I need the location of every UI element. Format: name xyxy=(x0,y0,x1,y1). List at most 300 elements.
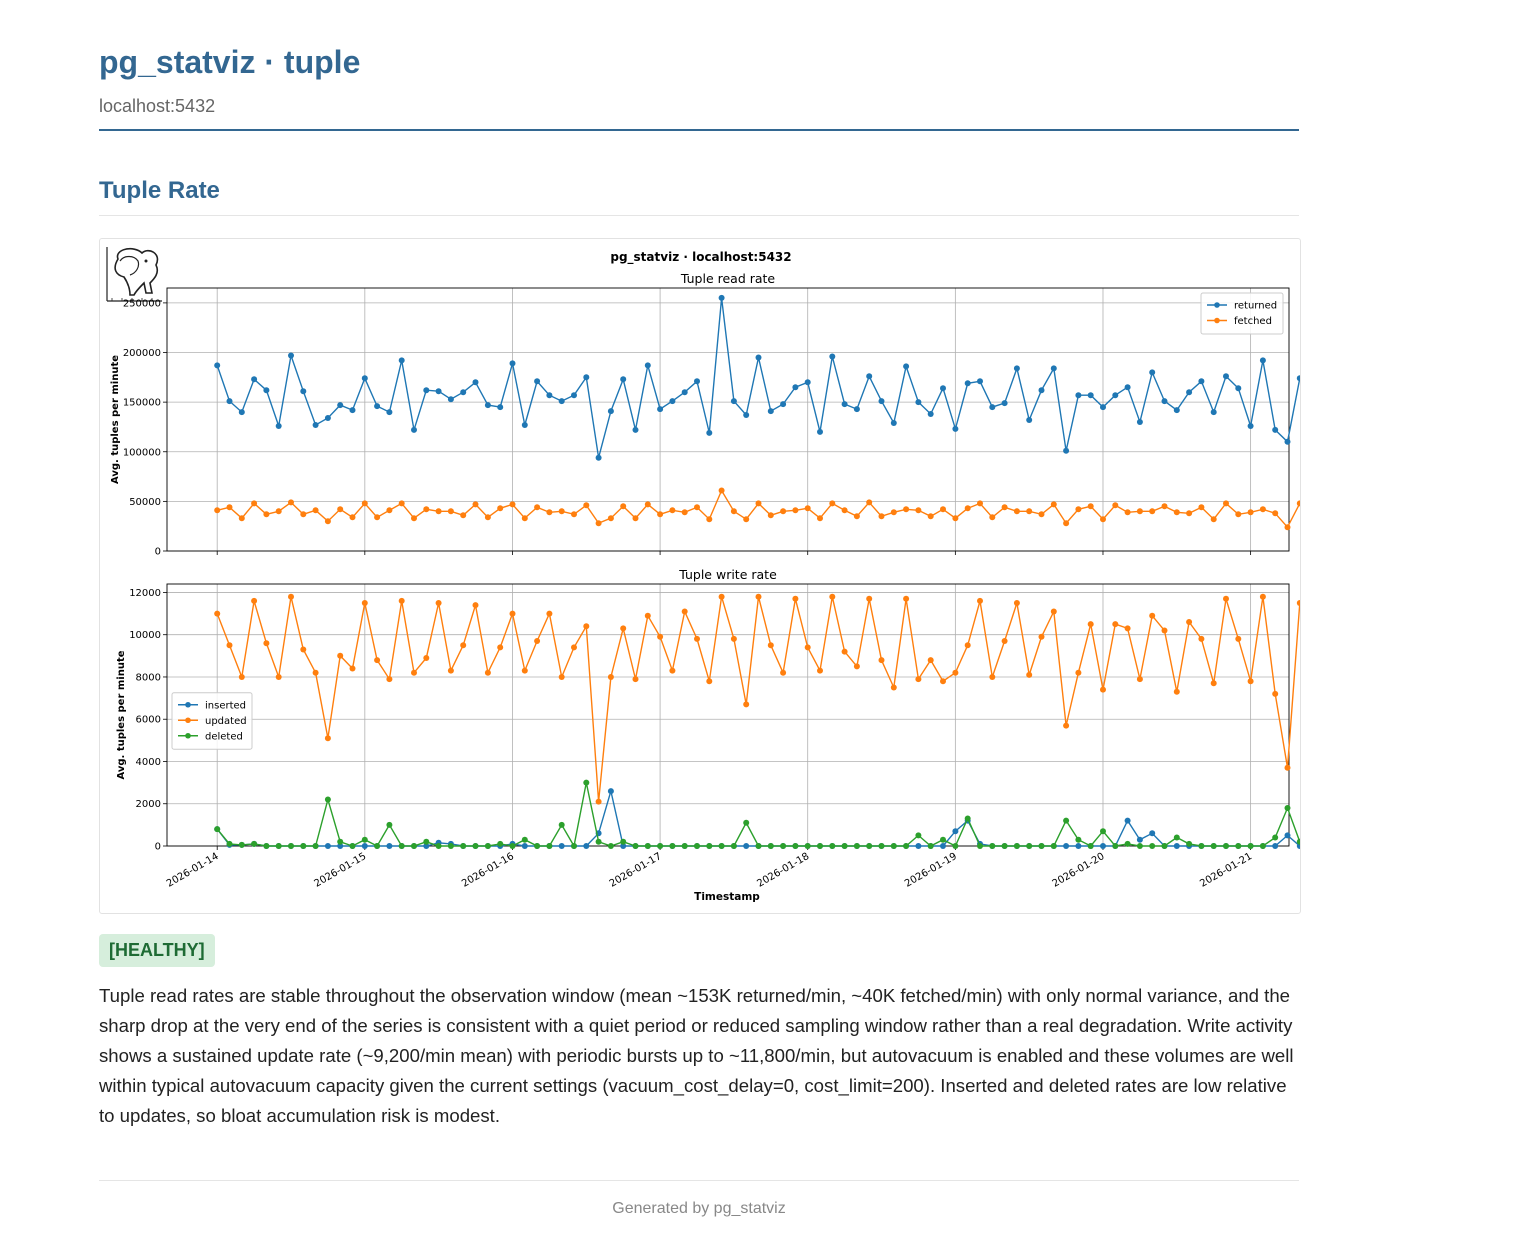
data-point-returned xyxy=(227,398,233,404)
data-point-fetched xyxy=(965,505,971,511)
y-tick-label: 100000 xyxy=(122,447,161,459)
data-point-updated xyxy=(879,657,885,663)
data-point-returned xyxy=(903,363,909,369)
x-tick-label: 2026-01-14 xyxy=(164,851,221,890)
data-point-updated xyxy=(977,598,983,604)
data-point-deleted xyxy=(657,843,663,849)
data-point-updated xyxy=(276,674,282,680)
data-point-returned xyxy=(546,392,552,398)
data-point-fetched xyxy=(239,515,245,521)
data-point-deleted xyxy=(374,843,380,849)
data-point-deleted xyxy=(546,843,552,849)
legend-label: updated xyxy=(205,715,247,727)
data-point-deleted xyxy=(768,843,774,849)
data-point-updated xyxy=(657,634,663,640)
data-point-deleted xyxy=(559,822,565,828)
data-point-updated xyxy=(915,676,921,682)
data-point-inserted xyxy=(1149,830,1155,836)
data-point-deleted xyxy=(719,843,725,849)
data-point-deleted xyxy=(743,820,749,826)
data-point-returned xyxy=(1223,373,1229,379)
x-tick-label: 2026-01-21 xyxy=(1198,851,1255,890)
data-point-deleted xyxy=(1026,843,1032,849)
data-point-updated xyxy=(768,642,774,648)
data-point-returned xyxy=(682,389,688,395)
data-point-fetched xyxy=(411,515,417,521)
data-point-fetched xyxy=(1223,500,1229,506)
data-point-returned xyxy=(1272,427,1278,433)
header-divider xyxy=(99,129,1299,131)
data-point-deleted xyxy=(1272,835,1278,841)
data-point-updated xyxy=(903,596,909,602)
data-point-fetched xyxy=(805,505,811,511)
y-tick-label: 6000 xyxy=(135,714,161,726)
page-subtitle: localhost:5432 xyxy=(99,96,216,116)
data-point-updated xyxy=(522,668,528,674)
data-point-fetched xyxy=(1186,510,1192,516)
data-point-returned xyxy=(1162,398,1168,404)
data-point-fetched xyxy=(719,488,725,494)
data-point-deleted xyxy=(915,832,921,838)
data-point-fetched xyxy=(1297,500,1300,506)
data-point-deleted xyxy=(583,780,589,786)
data-point-fetched xyxy=(817,515,823,521)
legend-swatch-marker xyxy=(185,717,191,723)
data-point-updated xyxy=(1100,687,1106,693)
data-point-fetched xyxy=(423,506,429,512)
data-point-fetched xyxy=(1088,503,1094,509)
data-point-returned xyxy=(485,402,491,408)
data-point-fetched xyxy=(620,503,626,509)
data-point-fetched xyxy=(473,501,479,507)
data-point-fetched xyxy=(1100,516,1106,522)
data-point-fetched xyxy=(866,499,872,505)
data-point-updated xyxy=(1051,609,1057,615)
data-point-deleted xyxy=(706,843,712,849)
legend-label: fetched xyxy=(1234,316,1272,327)
data-point-fetched xyxy=(1162,503,1168,509)
series-line-inserted xyxy=(217,791,1300,846)
data-point-returned xyxy=(1088,392,1094,398)
data-point-deleted xyxy=(1285,805,1291,811)
data-point-fetched xyxy=(903,506,909,512)
data-point-inserted xyxy=(1063,843,1069,849)
data-point-fetched xyxy=(756,500,762,506)
data-point-updated xyxy=(546,611,552,617)
data-point-updated xyxy=(534,638,540,644)
data-point-fetched xyxy=(891,509,897,515)
x-tick-label: 2026-01-17 xyxy=(607,851,664,890)
data-point-fetched xyxy=(1075,506,1081,512)
y-tick-label: 10000 xyxy=(129,630,161,642)
data-point-deleted xyxy=(977,843,983,849)
data-point-fetched xyxy=(374,514,380,520)
legend-swatch-marker xyxy=(1214,302,1220,308)
data-point-deleted xyxy=(731,843,737,849)
data-point-updated xyxy=(731,636,737,642)
data-point-returned xyxy=(1248,423,1254,429)
data-point-fetched xyxy=(325,518,331,524)
data-point-updated xyxy=(891,685,897,691)
data-point-updated xyxy=(743,701,749,707)
data-point-updated xyxy=(473,602,479,608)
data-point-updated xyxy=(497,644,503,650)
data-point-updated xyxy=(817,668,823,674)
data-point-deleted xyxy=(288,843,294,849)
chart-suptitle: pg_statviz · localhost:5432 xyxy=(610,250,792,264)
data-point-deleted xyxy=(965,816,971,822)
page-title: pg_statviz · tuple xyxy=(99,44,361,80)
footer-divider xyxy=(99,1180,1299,1181)
data-point-updated xyxy=(645,613,651,619)
data-point-returned xyxy=(928,411,934,417)
data-point-returned xyxy=(448,396,454,402)
data-point-updated xyxy=(1039,634,1045,640)
data-point-returned xyxy=(719,295,725,301)
data-point-returned xyxy=(940,385,946,391)
data-point-returned xyxy=(460,389,466,395)
status-badge: [HEALTHY] xyxy=(99,934,215,967)
data-point-updated xyxy=(596,799,602,805)
data-point-deleted xyxy=(596,839,602,845)
data-point-fetched xyxy=(263,511,269,517)
data-point-fetched xyxy=(1112,502,1118,508)
data-point-updated xyxy=(448,668,454,674)
data-point-fetched xyxy=(989,514,995,520)
data-point-deleted xyxy=(1014,843,1020,849)
data-point-deleted xyxy=(362,837,368,843)
data-point-updated xyxy=(1162,628,1168,634)
data-point-updated xyxy=(866,596,872,602)
data-point-deleted xyxy=(633,843,639,849)
data-point-deleted xyxy=(510,843,516,849)
data-point-deleted xyxy=(694,843,700,849)
data-point-updated xyxy=(633,676,639,682)
data-point-returned xyxy=(866,373,872,379)
data-point-updated xyxy=(1026,672,1032,678)
data-point-fetched xyxy=(669,507,675,513)
data-point-updated xyxy=(1063,723,1069,729)
data-point-inserted xyxy=(1174,843,1180,849)
data-point-deleted xyxy=(350,843,356,849)
data-point-updated xyxy=(251,598,257,604)
data-point-returned xyxy=(1260,357,1266,363)
data-point-returned xyxy=(436,388,442,394)
data-point-fetched xyxy=(522,515,528,521)
data-point-returned xyxy=(817,429,823,435)
data-point-deleted xyxy=(473,843,479,849)
data-point-fetched xyxy=(399,500,405,506)
legend-box xyxy=(1201,293,1283,334)
data-point-deleted xyxy=(1198,843,1204,849)
data-point-updated xyxy=(706,678,712,684)
data-point-returned xyxy=(854,406,860,412)
y-tick-label: 4000 xyxy=(135,756,161,768)
data-point-returned xyxy=(1137,419,1143,425)
data-point-returned xyxy=(510,360,516,366)
data-point-deleted xyxy=(780,843,786,849)
data-point-fetched xyxy=(485,514,491,520)
data-point-updated xyxy=(1211,680,1217,686)
data-point-returned xyxy=(891,420,897,426)
data-point-returned xyxy=(1100,404,1106,410)
data-point-returned xyxy=(214,362,220,368)
data-point-deleted xyxy=(1260,843,1266,849)
data-point-returned xyxy=(669,398,675,404)
data-point-deleted xyxy=(903,843,909,849)
data-point-fetched xyxy=(1272,510,1278,516)
data-point-updated xyxy=(965,642,971,648)
data-point-deleted xyxy=(1100,828,1106,834)
data-point-fetched xyxy=(1260,506,1266,512)
data-point-deleted xyxy=(436,843,442,849)
y-tick-label: 250000 xyxy=(122,298,161,310)
data-point-returned xyxy=(1235,385,1241,391)
data-point-updated xyxy=(423,655,429,661)
data-point-fetched xyxy=(743,516,749,522)
data-point-returned xyxy=(915,399,921,405)
data-point-fetched xyxy=(510,501,516,507)
data-point-updated xyxy=(1088,621,1094,627)
data-point-returned xyxy=(288,353,294,359)
data-point-deleted xyxy=(1186,841,1192,847)
data-point-returned xyxy=(1211,409,1217,415)
data-point-fetched xyxy=(940,506,946,512)
data-point-deleted xyxy=(620,839,626,845)
x-tick-label: 2026-01-16 xyxy=(460,851,516,890)
data-point-inserted xyxy=(325,843,331,849)
data-point-returned xyxy=(522,422,528,428)
data-point-returned xyxy=(756,355,762,361)
data-point-deleted xyxy=(411,843,417,849)
data-point-deleted xyxy=(829,843,835,849)
y-tick-label: 2000 xyxy=(135,799,161,811)
data-point-updated xyxy=(1174,689,1180,695)
data-point-updated xyxy=(350,666,356,672)
data-point-deleted xyxy=(669,843,675,849)
data-point-fetched xyxy=(879,513,885,519)
legend-label: returned xyxy=(1234,300,1278,312)
data-point-deleted xyxy=(1248,843,1254,849)
data-point-fetched xyxy=(1014,508,1020,514)
data-point-returned xyxy=(399,357,405,363)
data-point-updated xyxy=(829,594,835,600)
data-point-deleted xyxy=(1002,843,1008,849)
data-point-updated xyxy=(362,600,368,606)
data-point-fetched xyxy=(1137,508,1143,514)
data-point-deleted xyxy=(928,843,934,849)
data-point-returned xyxy=(1002,400,1008,406)
data-point-updated xyxy=(694,636,700,642)
data-point-fetched xyxy=(1051,501,1057,507)
data-point-returned xyxy=(386,409,392,415)
data-point-updated xyxy=(288,594,294,600)
data-point-returned xyxy=(473,379,479,385)
data-point-returned xyxy=(731,398,737,404)
data-point-updated xyxy=(780,670,786,676)
data-point-fetched xyxy=(214,507,220,513)
data-point-updated xyxy=(1002,638,1008,644)
data-point-fetched xyxy=(842,507,848,513)
data-point-fetched xyxy=(768,512,774,518)
data-point-updated xyxy=(854,663,860,669)
data-point-returned xyxy=(313,422,319,428)
data-point-fetched xyxy=(460,512,466,518)
data-point-returned xyxy=(583,374,589,380)
data-point-deleted xyxy=(1125,841,1131,847)
data-point-fetched xyxy=(829,500,835,506)
data-point-inserted xyxy=(608,788,614,794)
data-point-inserted xyxy=(940,843,946,849)
panel-title: Tuple read rate xyxy=(680,271,776,286)
legend xyxy=(172,693,252,750)
data-point-deleted xyxy=(891,843,897,849)
data-point-fetched xyxy=(1125,509,1131,515)
data-point-updated xyxy=(719,594,725,600)
data-point-returned xyxy=(374,403,380,409)
data-point-deleted xyxy=(239,842,245,848)
data-point-returned xyxy=(768,408,774,414)
data-point-fetched xyxy=(1248,509,1254,515)
legend xyxy=(1201,293,1283,334)
legend-label: inserted xyxy=(205,700,247,712)
data-point-updated xyxy=(756,594,762,600)
data-point-deleted xyxy=(448,843,454,849)
data-point-returned xyxy=(805,379,811,385)
data-point-returned xyxy=(620,376,626,382)
data-point-updated xyxy=(1223,596,1229,602)
data-point-updated xyxy=(1297,600,1300,606)
data-point-deleted xyxy=(423,839,429,845)
data-point-updated xyxy=(620,625,626,631)
data-point-updated xyxy=(411,670,417,676)
data-point-returned xyxy=(1014,365,1020,371)
y-tick-label: 8000 xyxy=(135,672,161,684)
data-point-inserted xyxy=(743,843,749,849)
data-point-updated xyxy=(559,674,565,680)
data-point-returned xyxy=(706,430,712,436)
data-point-returned xyxy=(251,376,257,382)
data-point-updated xyxy=(669,668,675,674)
data-point-returned xyxy=(829,354,835,360)
data-point-inserted xyxy=(1272,843,1278,849)
data-point-inserted xyxy=(1075,843,1081,849)
data-point-updated xyxy=(460,642,466,648)
data-point-fetched xyxy=(559,508,565,514)
data-point-deleted xyxy=(756,843,762,849)
data-point-fetched xyxy=(534,504,540,510)
data-point-fetched xyxy=(706,516,712,522)
y-tick-label: 0 xyxy=(154,841,161,853)
plot-frame xyxy=(167,584,1289,846)
data-point-fetched xyxy=(1198,504,1204,510)
data-point-updated xyxy=(952,670,958,676)
data-point-returned xyxy=(1125,384,1131,390)
data-point-returned xyxy=(362,375,368,381)
data-point-deleted xyxy=(1211,843,1217,849)
data-point-updated xyxy=(842,649,848,655)
data-point-returned xyxy=(792,384,798,390)
data-point-deleted xyxy=(1223,843,1229,849)
data-point-deleted xyxy=(1051,843,1057,849)
data-point-deleted xyxy=(227,841,233,847)
data-point-deleted xyxy=(1174,835,1180,841)
data-point-fetched xyxy=(645,501,651,507)
data-point-returned xyxy=(571,392,577,398)
panel-title: Tuple write rate xyxy=(679,567,777,582)
data-point-deleted xyxy=(251,841,257,847)
y-tick-label: 0 xyxy=(154,546,161,558)
data-point-updated xyxy=(682,609,688,615)
data-point-fetched xyxy=(276,508,282,514)
data-point-updated xyxy=(485,670,491,676)
chart-svg xyxy=(100,239,1300,913)
data-point-fetched xyxy=(1149,508,1155,514)
data-point-returned xyxy=(645,362,651,368)
write-rate-panel xyxy=(116,567,1300,853)
data-point-updated xyxy=(374,657,380,663)
data-point-fetched xyxy=(300,511,306,517)
data-point-returned xyxy=(300,388,306,394)
data-point-updated xyxy=(239,674,245,680)
data-point-returned xyxy=(534,378,540,384)
data-point-updated xyxy=(1137,676,1143,682)
data-point-fetched xyxy=(1039,511,1045,517)
data-point-fetched xyxy=(436,508,442,514)
data-point-returned xyxy=(977,378,983,384)
data-point-updated xyxy=(1235,636,1241,642)
data-point-fetched xyxy=(1211,516,1217,522)
data-point-updated xyxy=(337,653,343,659)
data-point-returned xyxy=(411,427,417,433)
section-divider xyxy=(99,215,1299,216)
data-point-fetched xyxy=(682,509,688,515)
read-rate-panel xyxy=(110,271,1300,558)
data-point-deleted xyxy=(485,843,491,849)
data-point-returned xyxy=(337,402,343,408)
data-point-fetched xyxy=(792,507,798,513)
data-point-updated xyxy=(325,735,331,741)
data-point-deleted xyxy=(805,843,811,849)
data-point-returned xyxy=(989,404,995,410)
data-point-deleted xyxy=(1235,843,1241,849)
data-point-fetched xyxy=(1026,508,1032,514)
footer-text: Generated by pg_statviz xyxy=(612,1200,786,1217)
x-axis-label: Timestamp xyxy=(694,891,760,903)
data-point-deleted xyxy=(866,843,872,849)
data-point-returned xyxy=(1198,378,1204,384)
data-point-returned xyxy=(879,398,885,404)
data-point-updated xyxy=(1149,613,1155,619)
section-title: Tuple Rate xyxy=(99,177,220,204)
data-point-returned xyxy=(239,409,245,415)
data-point-deleted xyxy=(1075,837,1081,843)
data-point-deleted xyxy=(522,837,528,843)
data-point-returned xyxy=(633,427,639,433)
data-point-deleted xyxy=(817,843,823,849)
data-point-returned xyxy=(780,401,786,407)
data-point-fetched xyxy=(1235,511,1241,517)
data-point-deleted xyxy=(1063,818,1069,824)
data-point-fetched xyxy=(251,500,257,506)
data-point-updated xyxy=(263,640,269,646)
y-tick-label: 200000 xyxy=(122,348,161,360)
data-point-fetched xyxy=(1063,520,1069,526)
data-point-deleted xyxy=(399,843,405,849)
data-point-updated xyxy=(1248,678,1254,684)
data-point-fetched xyxy=(497,505,503,511)
data-point-inserted xyxy=(559,843,565,849)
